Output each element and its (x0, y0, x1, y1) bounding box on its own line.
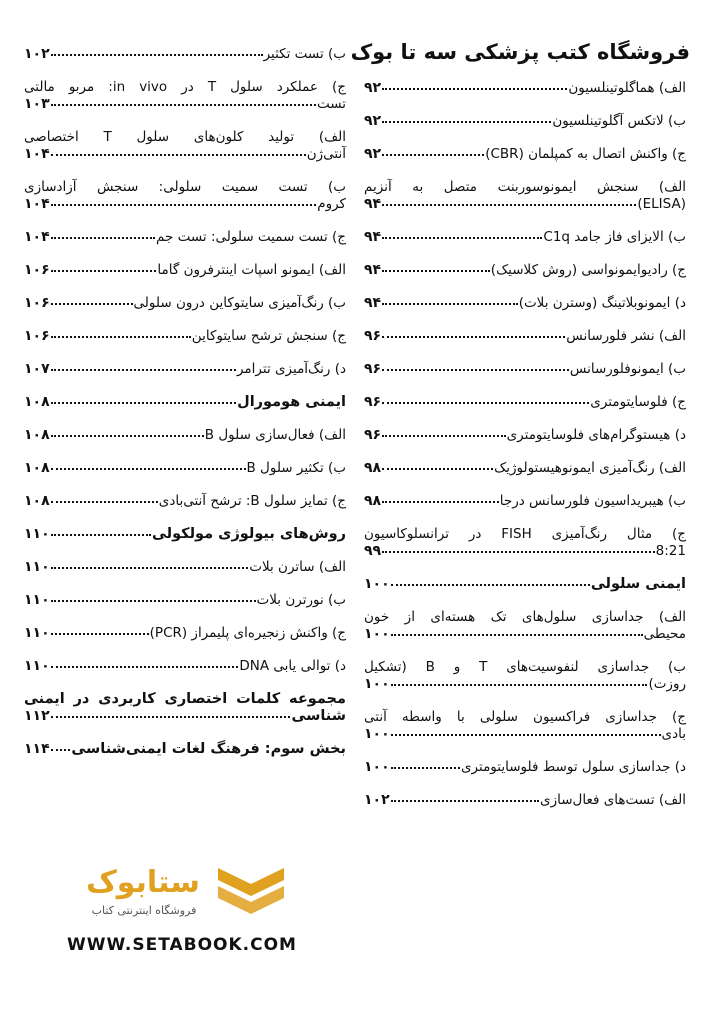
toc-entry-title: الف) فعال‌سازی سلول B (204, 427, 346, 443)
toc-entry[interactable] (364, 262, 686, 279)
toc-section-heading[interactable] (24, 691, 346, 725)
toc-entry-title: ب) هیبریداسیون فلورسانس درجا (499, 493, 686, 509)
dot-leader (382, 267, 490, 272)
toc-entry-title: الف) رنگ‌آمیزی ایمونوهیستولوژیک (494, 460, 686, 476)
toc-page-number: ۹۶ (364, 361, 382, 377)
dot-leader (382, 465, 493, 470)
toc-entry[interactable] (364, 229, 686, 246)
toc-page-number: ۱۰۷ (24, 361, 50, 377)
toc-entry[interactable] (24, 79, 346, 113)
toc-page-number: ۱۰۸ (24, 493, 50, 509)
toc-entry[interactable] (364, 146, 686, 163)
dot-leader (51, 101, 316, 106)
toc-entry-title: بادی (661, 726, 686, 742)
toc-entry[interactable] (364, 792, 686, 809)
toc-page-number: ۹۶ (364, 328, 382, 344)
toc-entry[interactable] (24, 262, 346, 279)
dot-leader (382, 118, 551, 123)
toc-entry-title: ایمنی سلولی (590, 576, 686, 592)
dot-leader (51, 531, 151, 536)
dot-leader (382, 498, 499, 503)
toc-entry-title: الف) تست‌های فعال‌سازی (540, 792, 686, 808)
dot-leader (51, 465, 246, 470)
toc-page-number: ۱۱۰ (24, 526, 50, 542)
toc-page-number: ۹۸ (364, 493, 382, 509)
toc-entry-title: روش‌های بیولوژی مولکولی (151, 526, 346, 542)
toc-entry-title: ب) الایزای فاز جامد C1q (543, 229, 686, 245)
dot-leader (51, 300, 133, 305)
dot-leader (382, 85, 567, 90)
store-title: فروشگاه کتب پزشکی سه تا بوک (350, 40, 690, 64)
toc-page-number: ۹۴ (364, 295, 382, 311)
dot-leader (382, 366, 569, 371)
toc-entry-title: ب) تست سمیت سلولی: سنجش آزادسازی (24, 179, 346, 195)
toc-entry-title: د) توالی یابی DNA (239, 658, 346, 674)
dot-leader (51, 432, 204, 437)
toc-entry-title: د) رنگ‌آمیزی تترامر (236, 361, 346, 377)
toc-section-heading[interactable] (24, 394, 346, 411)
toc-entry-title: بخش سوم: فرهنگ لغات ایمنی‌شناسی (71, 741, 346, 757)
dot-leader (382, 300, 518, 305)
toc-page-number: ۹۲ (364, 146, 382, 162)
toc-entry[interactable] (24, 625, 346, 642)
toc-page-number: ۱۰۶ (24, 328, 50, 344)
toc-entry-title: ب) تست تکثیر (263, 46, 346, 62)
toc-entry-title: ب) رنگ‌آمیزی سایتوکاین درون سلولی (133, 295, 346, 311)
dot-leader (382, 151, 484, 156)
toc-page-number: ۱۰۰ (364, 576, 390, 592)
toc-entry[interactable] (24, 129, 346, 163)
dot-leader (51, 597, 256, 602)
logo-mark-icon (216, 862, 286, 920)
toc-page-number: ۹۴ (364, 229, 382, 245)
dot-leader (51, 399, 236, 404)
toc-entry[interactable] (24, 179, 346, 213)
toc-section-heading[interactable] (24, 526, 346, 543)
toc-entry-title: ج) واکنش اتصال به کمپلمان (CBR) (485, 146, 686, 162)
toc-section-heading[interactable] (364, 576, 686, 593)
dot-leader (391, 731, 661, 736)
toc-entry-title: محیطی (643, 626, 686, 642)
toc-left-column (24, 46, 346, 774)
toc-entry[interactable] (364, 113, 686, 130)
toc-entry-title: ایمنی هومورال (237, 394, 346, 410)
dot-leader (51, 366, 236, 371)
toc-page-number: ۱۰۶ (24, 262, 50, 278)
dot-leader (382, 201, 636, 206)
dot-leader (382, 432, 506, 437)
toc-page-number: ۱۱۴ (24, 741, 50, 757)
toc-page-number: ۱۰۰ (364, 626, 390, 642)
toc-entry-title: الف) ایمونو اسپات اینترفرون گاما (157, 262, 346, 278)
toc-entry-title: د) ایمونوبلاتینگ (وسترن بلات) (518, 295, 686, 311)
dot-leader (51, 267, 157, 272)
dot-leader (382, 333, 565, 338)
dot-leader (382, 548, 655, 553)
toc-entry-title: ج) تست سمیت سلولی: تست جم (156, 229, 346, 245)
dot-leader (51, 51, 263, 56)
toc-page-number: ۹۲ (364, 113, 382, 129)
toc-entry-title: ب) ایمونوفلورسانس (569, 361, 686, 377)
toc-entry-title: الف) جداسازی سلول‌های تک هسته‌ای از خون (364, 609, 686, 625)
toc-entry-title: د) جداسازی سلول توسط فلوسایتومتری (460, 759, 686, 775)
toc-entry-title: ب) لاتکس آگلوتینلسیون (552, 113, 686, 129)
dot-leader (51, 201, 317, 206)
toc-entry-title: 8:21 (655, 543, 686, 559)
dot-leader (51, 564, 249, 569)
website-url[interactable]: WWW.SETABOOK.COM (67, 935, 297, 955)
toc-entry[interactable] (24, 229, 346, 246)
toc-page-number: ۹۸ (364, 460, 382, 476)
dot-leader (51, 151, 306, 156)
toc-entry[interactable] (364, 394, 686, 411)
dot-leader (391, 797, 539, 802)
toc-page-number: ۱۰۲ (24, 46, 50, 62)
toc-page-number: ۹۶ (364, 427, 382, 443)
toc-entry[interactable] (364, 361, 686, 378)
toc-entry[interactable] (24, 493, 346, 510)
dot-leader (51, 746, 71, 751)
toc-page-number: ۱۱۰ (24, 625, 50, 641)
toc-entry[interactable] (364, 179, 686, 213)
toc-page-number: ۱۰۲ (364, 792, 390, 808)
toc-entry-title: ب) تکثیر سلول B (246, 460, 346, 476)
toc-entry[interactable] (364, 759, 686, 776)
toc-entry-title: (ELISA) (637, 196, 686, 212)
logo-wordmark: ستابوک (86, 865, 200, 900)
toc-entry-title: آنتی‌ژن (306, 146, 346, 162)
toc-entry[interactable] (24, 427, 346, 444)
toc-page-number: ۱۱۰ (24, 658, 50, 674)
dot-leader (51, 333, 191, 338)
toc-page-number: ۹۴ (364, 196, 382, 212)
dot-leader (382, 399, 589, 404)
dot-leader (391, 764, 460, 769)
dot-leader (51, 630, 149, 635)
toc-entry-title: ب) جداسازی لنفوسیت‌های T و B (تشکیل (364, 659, 686, 675)
toc-entry[interactable] (364, 709, 686, 743)
toc-entry[interactable] (364, 427, 686, 444)
toc-page-number: ۹۹ (364, 543, 382, 559)
toc-entry-title: ج) واکنش زنجیره‌ای پلیمراز (PCR) (149, 625, 346, 641)
dot-leader (382, 234, 542, 239)
toc-page-number: ۱۰۰ (364, 676, 390, 692)
toc-entry[interactable] (24, 658, 346, 675)
toc-entry-title: الف) نشر فلورسانس (566, 328, 686, 344)
toc-page-number: ۹۴ (364, 262, 382, 278)
logo-tagline: فروشگاه اینترنتی کتاب (91, 904, 197, 917)
toc-entry[interactable] (364, 328, 686, 345)
dot-leader (391, 681, 648, 686)
toc-page-number: ۱۰۴ (24, 196, 50, 212)
toc-entry[interactable] (364, 609, 686, 643)
toc-entry[interactable] (364, 295, 686, 312)
toc-entry[interactable] (24, 46, 346, 63)
toc-right-column (364, 80, 686, 825)
toc-entry-title: الف) تولید کلون‌های سلول T اختصاصی (24, 129, 346, 145)
toc-page-number: ۱۰۳ (24, 96, 50, 112)
dot-leader (391, 631, 643, 636)
dot-leader (391, 581, 590, 586)
toc-entry[interactable] (24, 460, 346, 477)
toc-entry[interactable] (24, 295, 346, 312)
toc-entry[interactable] (24, 592, 346, 609)
toc-entry[interactable] (24, 361, 346, 378)
toc-entry-title: الف) ساترن بلات (249, 559, 346, 575)
toc-page-number: ۱۱۲ (24, 708, 50, 724)
toc-entry[interactable] (364, 526, 686, 560)
toc-page-number: ۱۰۰ (364, 759, 390, 775)
dot-leader (51, 234, 155, 239)
toc-page-number: ۱۰۸ (24, 427, 50, 443)
toc-page-number: ۱۰۶ (24, 295, 50, 311)
toc-entry-title: الف) سنجش ایمونوسوربنت متصل به آنزیم (364, 179, 686, 195)
toc-entry[interactable] (24, 328, 346, 345)
toc-page-number: ۱۰۴ (24, 146, 50, 162)
toc-entry-title: ب) نورترن بلات (256, 592, 346, 608)
toc-entry[interactable] (364, 80, 686, 97)
toc-entry-title: ج) سنجش ترشح سایتوکاین (191, 328, 346, 344)
toc-entry[interactable] (364, 659, 686, 693)
dot-leader (51, 663, 239, 668)
toc-entry[interactable] (364, 460, 686, 477)
toc-entry-title: تست (316, 96, 346, 112)
toc-page-number: ۱۰۸ (24, 394, 50, 410)
toc-entry-title: ج) عملکرد سلول T در in vivo: مربو مالتی (24, 79, 346, 95)
toc-page-number: ۱۰۸ (24, 460, 50, 476)
toc-entry-title: کروم (317, 196, 346, 212)
toc-entry-title: ج) رادیوایمونواسی (روش کلاسیک) (490, 262, 686, 278)
toc-entry-title: ج) تمایز سلول B: ترشح آنتی‌بادی (158, 493, 346, 509)
dot-leader (51, 713, 291, 718)
toc-page-number: ۹۲ (364, 80, 382, 96)
toc-entry[interactable] (364, 493, 686, 510)
dot-leader (51, 498, 158, 503)
toc-entry-title: ج) جداسازی فراکسیون سلولی با واسطه آنتی (364, 709, 686, 725)
toc-entry-title: د) هیستوگرام‌های فلوسایتومتری (506, 427, 686, 443)
toc-entry-title: ج) مثال رنگ‌آمیزی FISH در ترانسلوکاسیون (364, 526, 686, 542)
toc-page-number: ۱۰۴ (24, 229, 50, 245)
toc-entry-title: شناسی (291, 708, 346, 724)
toc-page-number: ۱۰۰ (364, 726, 390, 742)
toc-entry-title: مجموعه کلمات اختصاری کاربردی در ایمنی (24, 691, 346, 707)
toc-entry-title: الف) هماگلوتینلسیون (568, 80, 686, 96)
toc-page-number: ۱۱۰ (24, 592, 50, 608)
toc-section-heading[interactable] (24, 741, 346, 758)
toc-entry[interactable] (24, 559, 346, 576)
toc-entry-title: ج) فلوسایتومتری (590, 394, 686, 410)
toc-entry-title: روزت) (648, 676, 686, 692)
toc-page-number: ۱۱۰ (24, 559, 50, 575)
toc-page-number: ۹۶ (364, 394, 382, 410)
setabook-logo[interactable] (60, 862, 300, 924)
